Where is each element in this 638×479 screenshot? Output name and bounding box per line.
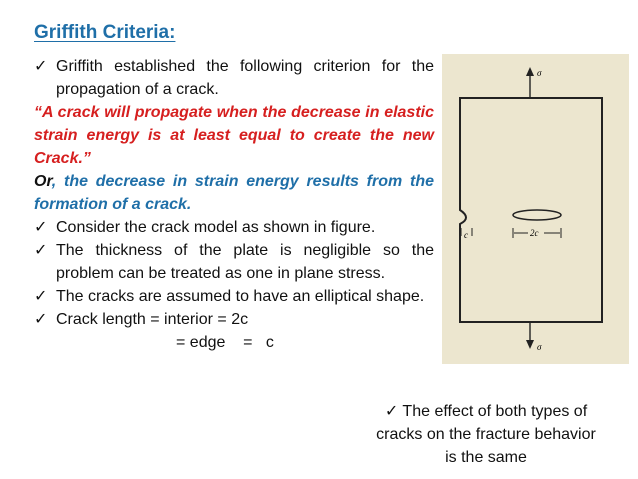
bullet-crack-model: [34, 216, 434, 239]
bullet-plate-thickness: [34, 239, 434, 285]
interior-crack-label: 2c: [530, 228, 539, 238]
crack-length-edge: = edge = c: [176, 334, 274, 351]
bullet-elliptical-shape: [34, 285, 434, 308]
sigma-bottom-label: σ: [537, 342, 542, 352]
edge-crack-label: c: [464, 230, 468, 240]
griffith-quote: “A crack will propagate when the decrease in elastic strain energy is at least equal to create the new Crack.”: [34, 104, 434, 167]
bullet-griffith-established: [34, 55, 434, 101]
checkmark-icon: ✓: [34, 242, 48, 259]
or-rest: , the decrease in strain energy results from the formation of a crack.: [34, 173, 434, 213]
bullet-text: Crack length = interior = 2c: [56, 311, 249, 328]
note-text-1: The effect of both types of: [402, 403, 588, 420]
crack-plate-diagram: [442, 54, 629, 364]
note-line-2: cracks on the fracture behavior: [376, 426, 596, 443]
sigma-top-label: σ: [537, 68, 542, 78]
top-arrow-head: [526, 67, 534, 76]
or-statement: [34, 170, 434, 216]
checkmark-icon: ✓: [34, 311, 48, 328]
bullet-crack-length: [34, 308, 434, 331]
bullet-text: Griffith established the following criterion for the propagation of a crack.: [56, 58, 434, 98]
checkmark-icon: ✓: [34, 58, 48, 75]
effect-note: [340, 400, 632, 469]
bullet-text: The cracks are assumed to have an elliptical shape.: [56, 288, 425, 305]
content-body: [34, 55, 434, 354]
checkmark-icon: ✓: [34, 288, 48, 305]
checkmark-icon: ✓: [384, 403, 399, 420]
checkmark-icon: ✓: [34, 219, 48, 236]
bullet-text: The thickness of the plate is negligible so the problem can be treated as one in plane stress.: [56, 242, 434, 282]
or-word: Or: [34, 173, 52, 190]
crack-model-figure: [442, 54, 629, 364]
slide-title: Griffith Criteria:: [34, 22, 176, 43]
note-line-1: [340, 400, 632, 423]
bottom-arrow-head: [526, 340, 534, 349]
interior-crack: [513, 210, 561, 220]
bullet-text: Consider the crack model as shown in figure.: [56, 219, 376, 236]
note-line-3: is the same: [445, 449, 527, 466]
